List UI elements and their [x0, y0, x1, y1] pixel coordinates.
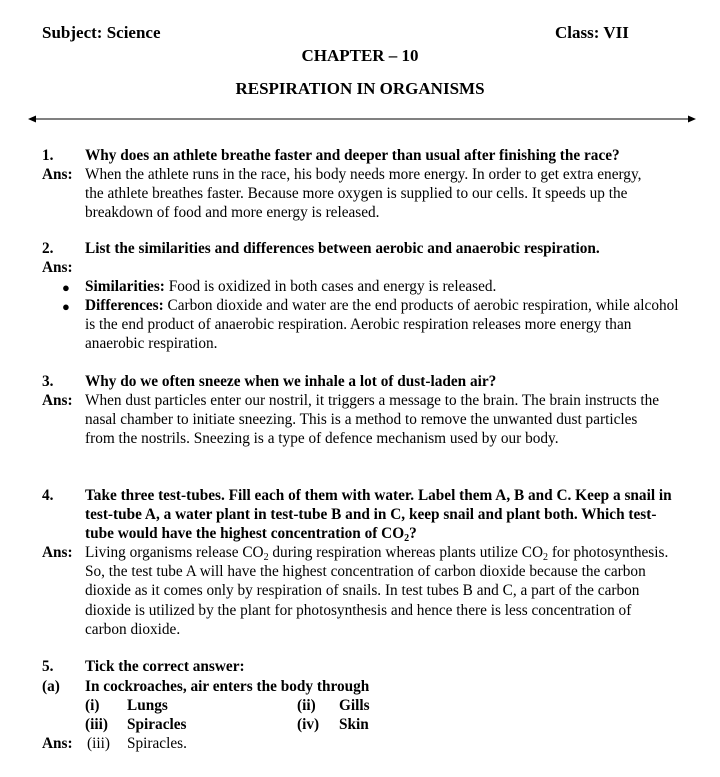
question-number: 1. — [42, 147, 54, 164]
subscript: 2 — [263, 552, 269, 563]
option-numeral: (iii) — [85, 716, 108, 733]
option-numeral: (i) — [85, 697, 100, 714]
question-text: List the similarities and differences between aerobic and anaerobic respiration. — [85, 240, 600, 257]
class-label: Class: VII — [555, 23, 629, 42]
question-number: 2. — [42, 240, 54, 257]
question-number: 5. — [42, 658, 54, 675]
answer-text: When the athlete runs in the race, his body needs more energy. In order to get extra energy, the athlete breathes faster. Because more oxygen is supplied to our cells. It speeds up the breakdown of food and more energy is released. — [85, 166, 642, 222]
option-text: Skin — [339, 716, 369, 733]
page-title: RESPIRATION IN ORGANISMS — [235, 79, 485, 98]
bullet-icon: ● — [62, 280, 70, 295]
question-number: 4. — [42, 487, 54, 504]
option-text: Gills — [339, 697, 370, 714]
question-text-part: Take three test-tubes. Fill each of them with water. Label them A, B and C. Keep a snail in test-tube A, a water plant in test-tube B and in C, keep snail and plant both. Which test- tube would have the highest concentration of CO — [85, 487, 672, 543]
chapter-number: CHAPTER – 10 — [301, 46, 419, 65]
question-number: 3. — [42, 373, 54, 390]
differences-label: Differences: — [85, 297, 164, 314]
subscript: 2 — [404, 533, 410, 545]
divider-arrow — [28, 113, 696, 125]
similarities-item — [85, 277, 685, 296]
answer-text-part: for photosynthesis. So, the test tube A will have the highest concentration of carbon dioxide because the carbon dioxide as it comes only by respiration of snails. In test tubes B and C, a part of the carbon dioxide is utilized by the plant for photosynthesis and hence there is less concentration of carbon dioxide. — [85, 544, 669, 638]
answer-label: Ans: — [42, 392, 73, 409]
answer-label: Ans: — [42, 166, 73, 183]
option-text: Spiracles — [127, 716, 187, 733]
answer-numeral: (iii) — [87, 735, 110, 752]
option-numeral: (iv) — [297, 716, 320, 733]
question-text: Why do we often sneeze when we inhale a lot of dust-laden air? — [85, 373, 497, 390]
bullet-icon: ● — [62, 299, 70, 314]
answer-text — [85, 543, 675, 639]
option-numeral: (ii) — [297, 697, 316, 714]
question-text — [85, 486, 675, 544]
answer-label: Ans: — [42, 259, 73, 276]
question-text-part: ? — [409, 525, 417, 543]
option-text: Lungs — [127, 697, 168, 714]
question-text: In cockroaches, air enters the body through — [85, 678, 370, 695]
answer-label: Ans: — [42, 735, 73, 752]
subscript: 2 — [543, 552, 549, 563]
answer-text-part: Living organisms release CO — [85, 544, 264, 561]
answer-label: Ans: — [42, 544, 73, 561]
answer-text-part: during respiration whereas plants utilize CO — [268, 544, 544, 561]
sub-question-label: (a) — [42, 678, 60, 695]
subject-label: Subject: Science — [42, 23, 161, 42]
differences-item — [85, 296, 685, 354]
similarities-label: Similarities: — [85, 278, 165, 295]
question-text: Why does an athlete breathe faster and deeper than usual after finishing the race? — [85, 147, 620, 164]
answer-text: When dust particles enter our nostril, it triggers a message to the brain. The brain instructs the nasal chamber to initiate sneezing. This is a method to remove the unwanted dust particles from the nostrils. Sneezing is a type of defence mechanism used by our body. — [85, 392, 660, 448]
question-title: Tick the correct answer: — [85, 658, 245, 675]
similarities-text: Food is oxidized in both cases and energy is released. — [164, 278, 497, 295]
differences-text: Carbon dioxide and water are the end products of aerobic respiration, while alcohol is the end product of anaerobic respiration. Aerobic respiration releases more energy than anaerobic respiration. — [85, 297, 679, 353]
answer-text: Spiracles. — [127, 735, 187, 752]
